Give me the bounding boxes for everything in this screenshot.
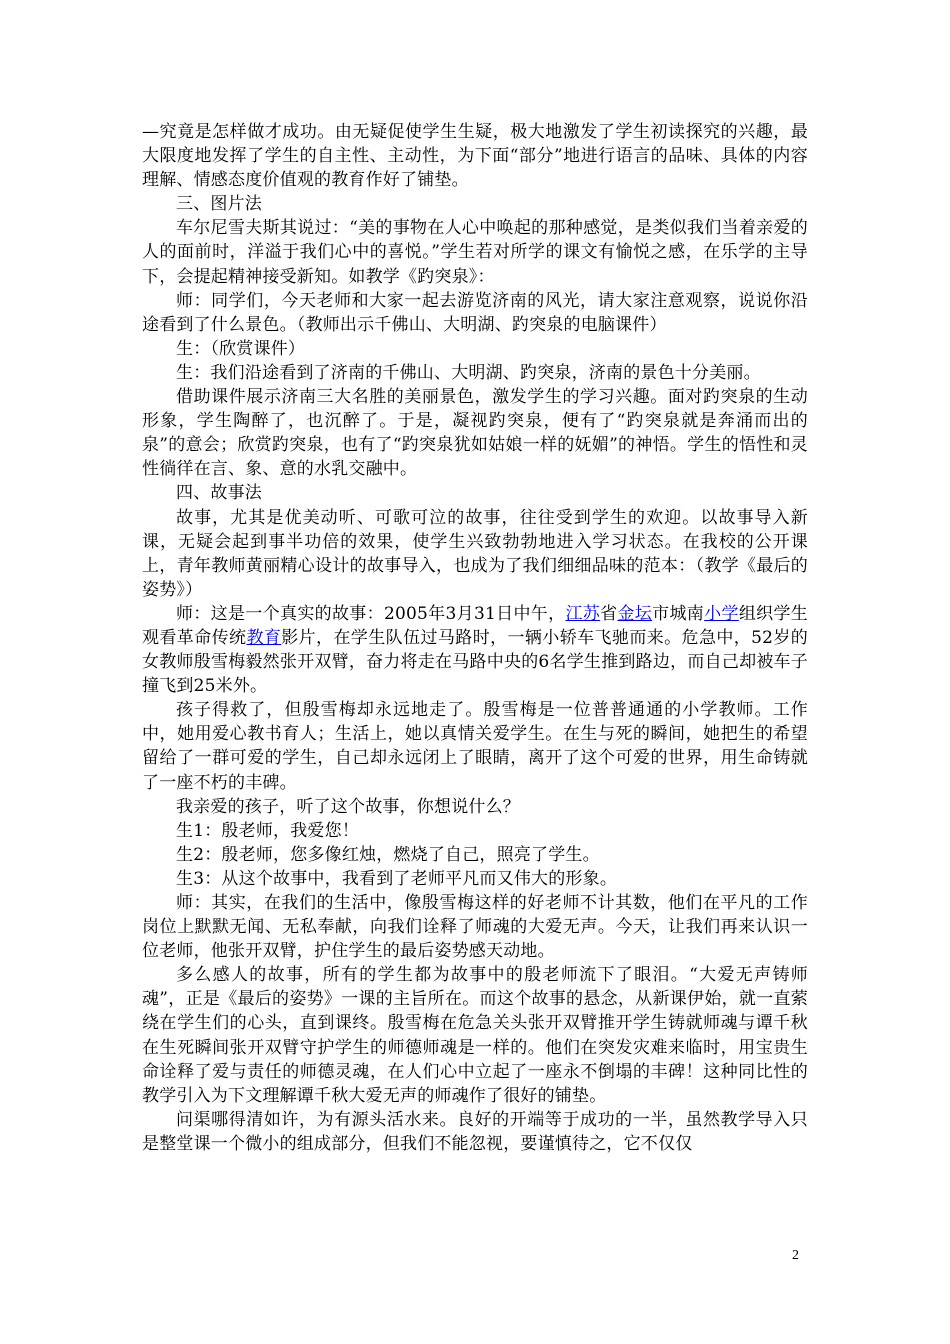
paragraph (142, 481, 808, 505)
paragraph (142, 698, 808, 794)
paragraph (142, 216, 808, 288)
paragraph (142, 337, 808, 361)
paragraph (142, 192, 808, 216)
text-run: 生：我们沿途看到了济南的千佛山、大明湖、趵突泉，济南的景色十分美丽。 (176, 362, 761, 383)
paragraph (142, 506, 808, 602)
paragraph (142, 867, 808, 891)
body-text (142, 120, 808, 1156)
hyperlink[interactable]: 金坛 (617, 603, 653, 624)
text-run: 省 (600, 603, 618, 624)
text-run: 问渠哪得清如许，为有源头活水来。良好的开端等于成功的一半，虽然教学导入只是整堂课一个微小的组成部分，但我们不能忽视，要谨慎待之，它不仅仅 (142, 1109, 808, 1154)
paragraph (142, 602, 808, 698)
hyperlink[interactable]: 小学 (704, 603, 739, 624)
text-run: 影片，在学生队伍过马路时，一辆小轿车飞驰而来。危急中，52岁的女教师殷雪梅毅然张开双臂，奋力将走在马路中央的6名学生推到路边，而自己却被车子撞飞到25米外。 (142, 627, 808, 697)
text-run: 师：这是一个真实的故事：2005年3月31日中午， (176, 603, 566, 624)
text-run: 师：其实，在我们的生活中，像殷雪梅这样的好老师不计其数，他们在平凡的工作岗位上默默无闻、无私奉献，向我们诠释了师魂的大爱无声。今天，让我们再来认识一位老师，他张开双臂，护住学生的最后姿势感天动地。 (142, 893, 808, 962)
paragraph (142, 843, 808, 867)
paragraph (142, 891, 808, 963)
paragraph (142, 361, 808, 385)
hyperlink[interactable]: 教育 (246, 627, 282, 648)
text-run: 借助课件展示济南三大名胜的美丽景色，激发学生的学习兴趣。面对趵突泉的生动形象，学生陶醉了，也沉醉了。于是，凝视趵突泉，便有了“趵突泉就是奔涌而出的泉”的意会；欣赏趵突泉，也有了“趵突泉犹如姑娘一样的妩媚”的神悟。学生的悟性和灵性徜徉在言、象、意的水乳交融中。 (142, 387, 808, 480)
paragraph (142, 1108, 808, 1156)
text-run: 三、图片法 (176, 194, 262, 215)
paragraph (142, 963, 808, 1108)
paragraph (142, 289, 808, 337)
hyperlink[interactable]: 江苏 (565, 603, 601, 624)
text-run: —究竟是怎样做才成功。由无疑促使学生生疑，极大地激发了学生初读探究的兴趣，最大限度地发挥了学生的自主性、主动性，为下面“部分”地进行语言的品味、具体的内容理解、情感态度价值观的教育作好了铺垫。 (142, 122, 808, 191)
text-run: 故事，尤其是优美动听、可歌可泣的故事，往往受到学生的欢迎。以故事导入新课，无疑会起到事半功倍的效果，使学生兴致勃勃地进入学习状态。在我校的公开课上，青年教师黄丽精心设计的故事导入，也成为了我们细细品味的范本：（教学《最后的姿势》） (142, 507, 808, 600)
text-run: 生3：从这个故事中，我看到了老师平凡而又伟大的形象。 (176, 868, 618, 889)
text-run: 多么感人的故事，所有的学生都为故事中的殷老师流下了眼泪。“大爱无声铸师魂”，正是《最后的姿势》一课的主旨所在。而这个故事的悬念，从新课伊始，就一直萦绕在学生们的心头，直到课终。殷雪梅在危急关头张开双臂推开学生铸就师魂与谭千秋在生死瞬间张开双臂守护学生的师德师魂是一样的。他们在突发灾难来临时，用宝贵生命诠释了爱与责任的师德灵魂，在人们心中立起了一座永不倒塌的丰碑！这种同比性的教学引入为下文理解谭千秋大爱无声的师魂作了很好的铺垫。 (142, 965, 808, 1106)
text-run: 组织学生观看革命传统 (142, 603, 809, 648)
text-run: 孩子得救了，但殷雪梅却永远地走了。殷雪梅是一位普普通通的小学教师。工作中，她用爱心教书育人；生活上，她以真情关爱学生。在生与死的瞬间，她把生的希望留给了一群可爱的学生，自己却永远闭上了眼睛，离开了这个可爱的世界，用生命铸就了一座不朽的丰碑。 (142, 700, 808, 793)
text-run: 师：同学们，今天老师和大家一起去游览济南的风光，请大家注意观察，说说你沿途看到了什么景色。（教师出示千佛山、大明湖、趵突泉的电脑课件） (142, 290, 808, 335)
text-run: 市城南 (652, 603, 705, 624)
text-run: 车尔尼雪夫斯其说过：“美的事物在人心中唤起的那种感觉，是类似我们当着亲爱的人的面前时，洋溢于我们心中的喜悦。”学生若对所学的课文有愉悦之感，在乐学的主导下，会提起精神接受新知。如教学《趵突泉》： (142, 218, 808, 287)
text-run: 生：（欣赏课件） (176, 338, 306, 359)
paragraph (142, 795, 808, 819)
paragraph (142, 819, 808, 843)
text-run: 生1：殷老师，我爱您！ (176, 820, 360, 841)
paragraph (142, 120, 808, 192)
text-run: 我亲爱的孩子，听了这个故事，你想说什么？ (176, 796, 520, 817)
text-run: 四、故事法 (176, 483, 262, 504)
page-number: 2 (792, 1248, 799, 1263)
paragraph (142, 385, 808, 481)
text-run: 生2：殷老师，您多像红烛，燃烧了自己，照亮了学生。 (176, 844, 600, 865)
